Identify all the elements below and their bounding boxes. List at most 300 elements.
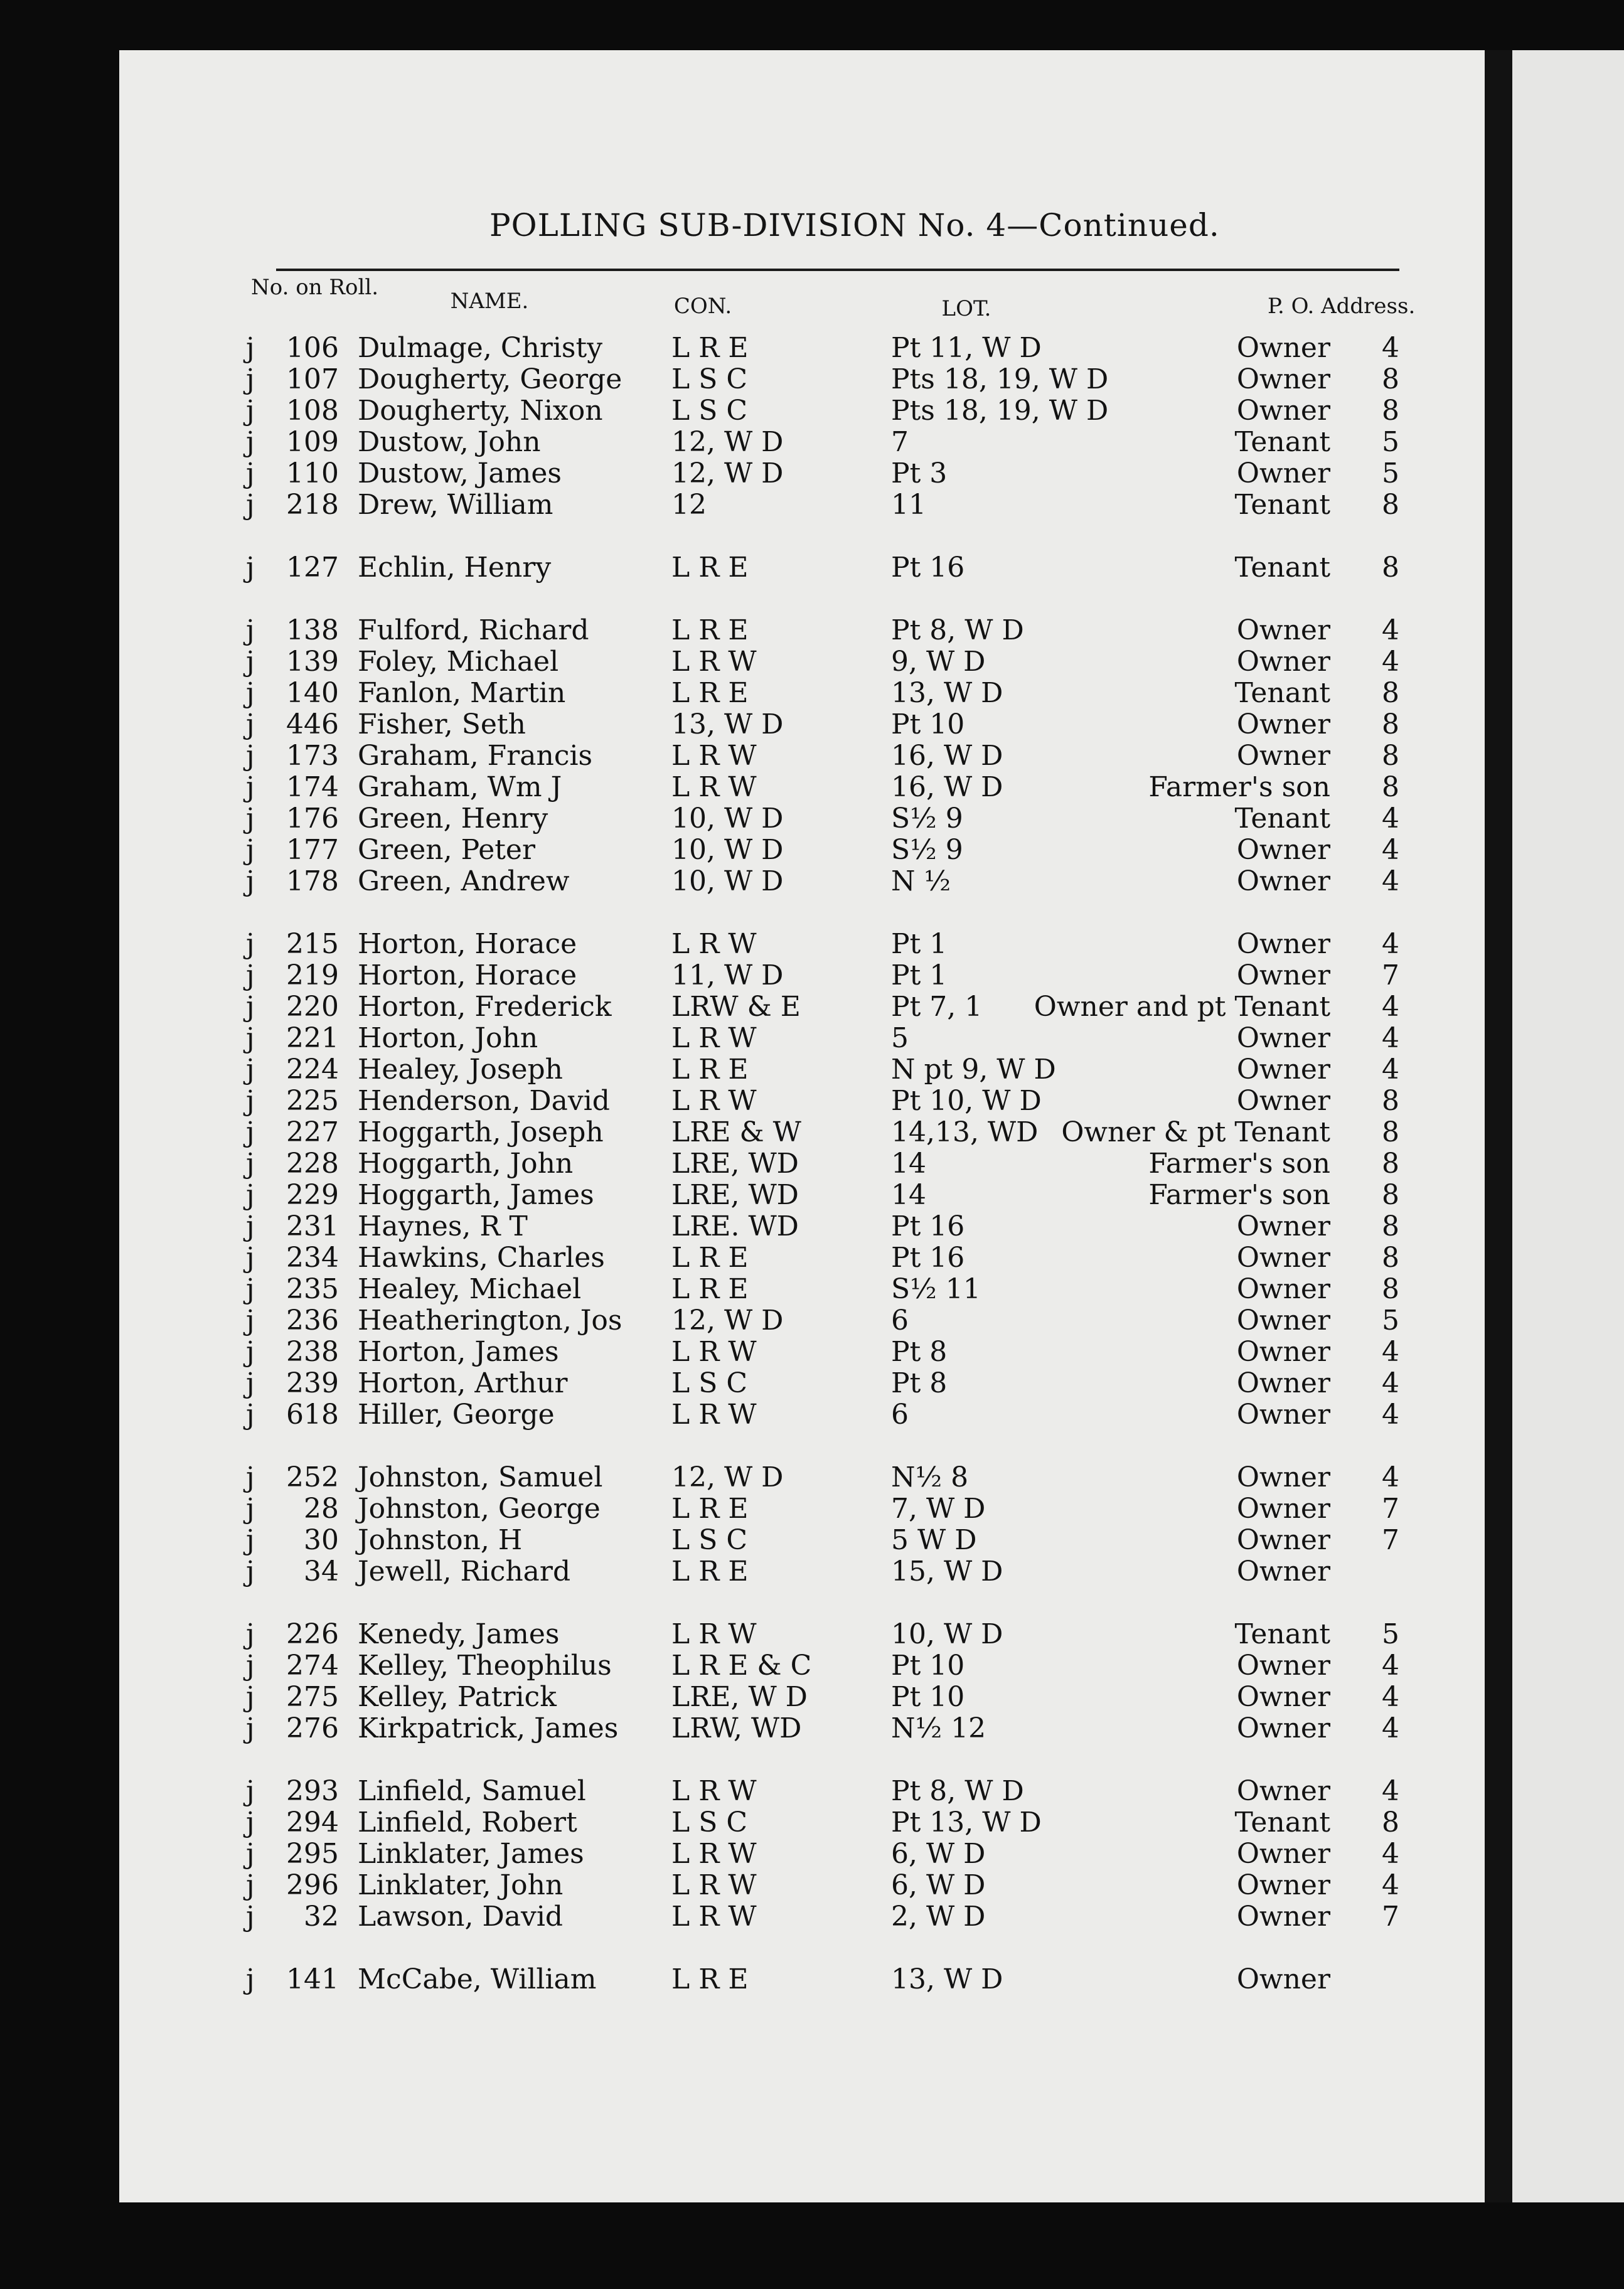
voter-name: Horton, John xyxy=(358,1022,538,1054)
roll-number: 215 xyxy=(286,928,339,960)
lot: 13, W D xyxy=(891,677,1003,709)
po-address: 8 xyxy=(1382,1116,1399,1148)
page-title: POLLING SUB-DIVISION No. 4—Continued. xyxy=(489,207,1220,243)
concession: LRW & E xyxy=(671,991,801,1023)
voter-name: Horton, Horace xyxy=(358,959,577,991)
status: Owner xyxy=(1236,1838,1330,1870)
row-prefix: j xyxy=(246,614,255,646)
table-row xyxy=(0,803,1443,835)
lot: Pt 11, W D xyxy=(891,332,1042,364)
voter-name: Johnston, Samuel xyxy=(358,1461,603,1493)
table-row xyxy=(0,489,1443,521)
lot: Pt 8, W D xyxy=(891,1775,1024,1807)
voter-name: Kirkpatrick, James xyxy=(358,1712,619,1744)
lot: Pt 7, 1 xyxy=(891,991,983,1023)
row-prefix: j xyxy=(246,1712,255,1744)
row-prefix: j xyxy=(246,1806,255,1838)
status: Owner xyxy=(1236,363,1330,395)
concession: L R W xyxy=(671,771,757,803)
row-prefix: j xyxy=(246,1242,255,1274)
voter-name: Kelley, Theophilus xyxy=(358,1650,612,1682)
status: Farmer's son xyxy=(1148,1179,1330,1211)
status: Owner xyxy=(1236,646,1330,678)
voter-name: Green, Peter xyxy=(358,834,535,866)
lot: 15, W D xyxy=(891,1555,1003,1587)
status: Owner xyxy=(1236,740,1330,772)
row-prefix: j xyxy=(246,1838,255,1870)
status: Owner xyxy=(1236,1650,1330,1682)
table-row xyxy=(0,1776,1443,1807)
table-row xyxy=(0,458,1443,489)
table-row xyxy=(0,1086,1443,1117)
po-address: 8 xyxy=(1382,771,1399,803)
po-address: 8 xyxy=(1382,1085,1399,1117)
row-prefix: j xyxy=(246,771,255,803)
lot: N pt 9, W D xyxy=(891,1054,1056,1086)
lot: Pt 16 xyxy=(891,1242,965,1274)
roll-number: 174 xyxy=(286,771,339,803)
status: Owner xyxy=(1236,1775,1330,1807)
header-no-on-roll: No. on Roll. xyxy=(251,275,379,300)
concession: L S C xyxy=(671,1367,747,1399)
concession: L S C xyxy=(671,363,747,395)
concession: LRE. WD xyxy=(671,1210,799,1242)
table-row xyxy=(0,1838,1443,1870)
roll-number: 224 xyxy=(286,1054,339,1086)
table-row xyxy=(0,1399,1443,1431)
row-prefix: j xyxy=(246,991,255,1023)
status: Owner xyxy=(1236,1555,1330,1587)
po-address: 4 xyxy=(1382,1367,1399,1399)
concession: L R W xyxy=(671,646,757,678)
table-row xyxy=(0,1148,1443,1180)
table-row xyxy=(0,709,1443,740)
row-prefix: j xyxy=(246,677,255,709)
lot: Pts 18, 19, W D xyxy=(891,395,1109,427)
roll-number: 140 xyxy=(286,677,339,709)
lot: N½ 12 xyxy=(891,1712,986,1744)
voter-name: Healey, Joseph xyxy=(358,1054,563,1086)
lot: Pt 10 xyxy=(891,708,965,740)
row-prefix: j xyxy=(246,865,255,897)
lot: S½ 9 xyxy=(891,834,963,866)
voter-name: Hiller, George xyxy=(358,1399,555,1431)
concession: L R W xyxy=(671,1901,757,1933)
po-address: 4 xyxy=(1382,332,1399,364)
roll-number: 227 xyxy=(286,1116,339,1148)
voter-name: McCabe, William xyxy=(358,1963,597,1995)
status: Owner xyxy=(1236,1461,1330,1493)
po-address: 4 xyxy=(1382,1869,1399,1901)
status: Owner xyxy=(1236,865,1330,897)
table-row xyxy=(0,1211,1443,1242)
concession: L R E xyxy=(671,1242,749,1274)
roll-number: 236 xyxy=(286,1305,339,1337)
concession: 10, W D xyxy=(671,803,784,835)
lot: 14 xyxy=(891,1179,926,1211)
roll-number: 178 xyxy=(286,865,339,897)
table-row xyxy=(0,1337,1443,1368)
table-row xyxy=(0,1117,1443,1148)
table-row xyxy=(0,1682,1443,1713)
roll-number: 108 xyxy=(286,395,339,427)
concession: L R E xyxy=(671,332,749,364)
header-name: NAME. xyxy=(450,289,529,314)
concession: L R W xyxy=(671,1399,757,1431)
voter-name: Hawkins, Charles xyxy=(358,1242,605,1274)
status: Owner xyxy=(1236,1273,1330,1305)
row-prefix: j xyxy=(246,1116,255,1148)
status: Owner xyxy=(1236,1399,1330,1431)
lot: N½ 8 xyxy=(891,1461,969,1493)
roll-number: 234 xyxy=(286,1242,339,1274)
po-address: 8 xyxy=(1382,489,1399,521)
concession: L R E xyxy=(671,1555,749,1587)
concession: L R W xyxy=(671,740,757,772)
concession: 12, W D xyxy=(671,426,784,458)
po-address: 4 xyxy=(1382,1838,1399,1870)
concession: L R W xyxy=(671,1336,757,1368)
concession: 10, W D xyxy=(671,834,784,866)
lot: Pt 8, W D xyxy=(891,614,1024,646)
status: Owner xyxy=(1236,1869,1330,1901)
table-row xyxy=(0,1242,1443,1274)
lot: S½ 11 xyxy=(891,1273,981,1305)
status: Owner xyxy=(1236,1305,1330,1337)
table-row xyxy=(0,678,1443,709)
table-row xyxy=(0,1368,1443,1399)
row-prefix: j xyxy=(246,1461,255,1493)
po-address: 4 xyxy=(1382,1681,1399,1713)
po-address: 4 xyxy=(1382,991,1399,1023)
voter-name: Lawson, David xyxy=(358,1901,564,1933)
table-row xyxy=(0,552,1443,584)
lot: 7 xyxy=(891,426,909,458)
table-row xyxy=(0,395,1443,427)
roll-number: 138 xyxy=(286,614,339,646)
lot: 10, W D xyxy=(891,1618,1003,1650)
concession: L S C xyxy=(671,395,747,427)
po-address: 4 xyxy=(1382,928,1399,960)
voter-name: Green, Andrew xyxy=(358,865,570,897)
table-row xyxy=(0,1650,1443,1682)
row-prefix: j xyxy=(246,552,255,584)
voter-name: Fanlon, Martin xyxy=(358,677,566,709)
table-row xyxy=(0,866,1443,897)
status: Owner xyxy=(1236,1681,1330,1713)
table-row xyxy=(0,1054,1443,1086)
table-row xyxy=(0,1023,1443,1054)
voter-name: Jewell, Richard xyxy=(358,1555,571,1587)
status: Owner xyxy=(1236,708,1330,740)
lot: 9, W D xyxy=(891,646,986,678)
row-prefix: j xyxy=(246,1022,255,1054)
concession: LRE, W D xyxy=(671,1681,808,1713)
voter-name: Echlin, Henry xyxy=(358,552,552,584)
po-address: 4 xyxy=(1382,1054,1399,1086)
lot: 16, W D xyxy=(891,740,1003,772)
lot: 14,13, WD xyxy=(891,1116,1039,1148)
concession: L R E xyxy=(671,1273,749,1305)
voter-name: Green, Henry xyxy=(358,803,548,835)
concession: L R W xyxy=(671,1869,757,1901)
lot: Pt 3 xyxy=(891,457,948,489)
table-row xyxy=(0,1493,1443,1525)
concession: L R W xyxy=(671,928,757,960)
voter-name: Heatherington, Jos xyxy=(358,1305,622,1337)
status: Owner xyxy=(1236,1901,1330,1933)
row-prefix: j xyxy=(246,426,255,458)
po-address: 4 xyxy=(1382,1712,1399,1744)
voter-name: Johnston, George xyxy=(358,1493,601,1525)
status: Owner xyxy=(1236,1524,1330,1556)
lot: Pt 13, W D xyxy=(891,1806,1042,1838)
po-address: 7 xyxy=(1382,1901,1399,1933)
status: Owner xyxy=(1236,1336,1330,1368)
po-address: 4 xyxy=(1382,1399,1399,1431)
concession: LRE, WD xyxy=(671,1148,799,1180)
roll-number: 239 xyxy=(286,1367,339,1399)
lot: Pt 16 xyxy=(891,552,965,584)
row-prefix: j xyxy=(246,332,255,364)
concession: L R W xyxy=(671,1775,757,1807)
status: Owner xyxy=(1236,1085,1330,1117)
voter-name: Fisher, Seth xyxy=(358,708,526,740)
table-row xyxy=(0,427,1443,458)
table-row xyxy=(0,1305,1443,1337)
status: Tenant xyxy=(1234,489,1330,521)
po-address: 5 xyxy=(1382,457,1399,489)
roll-number: 276 xyxy=(286,1712,339,1744)
status: Owner xyxy=(1236,1712,1330,1744)
table-row xyxy=(0,740,1443,772)
roll-number: 225 xyxy=(286,1085,339,1117)
roll-number: 139 xyxy=(286,646,339,678)
po-address: 8 xyxy=(1382,1148,1399,1180)
table-row xyxy=(0,1807,1443,1838)
adjacent-page-edge xyxy=(1512,50,1624,2202)
po-address: 8 xyxy=(1382,1273,1399,1305)
po-address: 7 xyxy=(1382,1524,1399,1556)
po-address: 8 xyxy=(1382,677,1399,709)
row-prefix: j xyxy=(246,1869,255,1901)
concession: 13, W D xyxy=(671,708,784,740)
voter-name: Kenedy, James xyxy=(358,1618,560,1650)
roll-number: 293 xyxy=(286,1775,339,1807)
row-prefix: j xyxy=(246,1963,255,1995)
concession: L R W xyxy=(671,1022,757,1054)
status: Owner xyxy=(1236,1963,1330,1995)
voter-name: Hoggarth, Joseph xyxy=(358,1116,604,1148)
row-prefix: j xyxy=(246,1210,255,1242)
status: Owner xyxy=(1236,395,1330,427)
roll-number: 30 xyxy=(304,1524,339,1556)
table-row xyxy=(0,1556,1443,1587)
concession: L R E xyxy=(671,677,749,709)
lot: Pt 10 xyxy=(891,1650,965,1682)
roll-number: 296 xyxy=(286,1869,339,1901)
po-address: 5 xyxy=(1382,426,1399,458)
concession: L R W xyxy=(671,1618,757,1650)
lot: 5 xyxy=(891,1022,909,1054)
voter-name: Haynes, R T xyxy=(358,1210,528,1242)
voter-name: Horton, Arthur xyxy=(358,1367,568,1399)
row-prefix: j xyxy=(246,1336,255,1368)
table-row xyxy=(0,1180,1443,1211)
roll-number: 110 xyxy=(286,457,339,489)
roll-number: 220 xyxy=(286,991,339,1023)
roll-number: 127 xyxy=(286,552,339,584)
roll-number: 274 xyxy=(286,1650,339,1682)
voter-name: Johnston, H xyxy=(358,1524,523,1556)
row-prefix: j xyxy=(246,1367,255,1399)
po-address: 7 xyxy=(1382,959,1399,991)
concession: LRW, WD xyxy=(671,1712,802,1744)
po-address: 4 xyxy=(1382,1022,1399,1054)
roll-number: 32 xyxy=(304,1901,339,1933)
status: Farmer's son xyxy=(1148,1148,1330,1180)
table-row xyxy=(0,960,1443,991)
table-row xyxy=(0,1274,1443,1305)
status: Owner xyxy=(1236,959,1330,991)
po-address: 4 xyxy=(1382,646,1399,678)
roll-number: 173 xyxy=(286,740,339,772)
concession: 12, W D xyxy=(671,1461,784,1493)
voter-name: Linfield, Robert xyxy=(358,1806,577,1838)
roll-number: 176 xyxy=(286,803,339,835)
row-prefix: j xyxy=(246,1555,255,1587)
roll-number: 294 xyxy=(286,1806,339,1838)
concession: LRE & W xyxy=(671,1116,801,1148)
po-address: 5 xyxy=(1382,1618,1399,1650)
concession: L R W xyxy=(671,1838,757,1870)
roll-number: 141 xyxy=(286,1963,339,1995)
po-address: 8 xyxy=(1382,363,1399,395)
concession: L R W xyxy=(671,1085,757,1117)
po-address: 4 xyxy=(1382,1650,1399,1682)
lot: 6, W D xyxy=(891,1838,986,1870)
concession: L R E xyxy=(671,1054,749,1086)
concession: L R E & C xyxy=(671,1650,812,1682)
row-prefix: j xyxy=(246,363,255,395)
status: Owner xyxy=(1236,928,1330,960)
lot: 5 W D xyxy=(891,1524,977,1556)
voter-name: Linklater, John xyxy=(358,1869,564,1901)
concession: 12 xyxy=(671,489,707,521)
roll-number: 221 xyxy=(286,1022,339,1054)
table-row xyxy=(0,835,1443,866)
voter-name: Horton, James xyxy=(358,1336,559,1368)
row-prefix: j xyxy=(246,1148,255,1180)
concession: 12, W D xyxy=(671,1305,784,1337)
voter-name: Dougherty, Nixon xyxy=(358,395,603,427)
row-prefix: j xyxy=(246,395,255,427)
row-prefix: j xyxy=(246,740,255,772)
table-row xyxy=(0,615,1443,646)
roll-number: 106 xyxy=(286,332,339,364)
po-address: 4 xyxy=(1382,614,1399,646)
po-address: 4 xyxy=(1382,803,1399,835)
row-prefix: j xyxy=(246,1524,255,1556)
table-row xyxy=(0,1525,1443,1556)
title-rule xyxy=(276,269,1399,271)
concession: L R E xyxy=(671,1963,749,1995)
status: Tenant xyxy=(1234,677,1330,709)
table-row xyxy=(0,1964,1443,1995)
row-prefix: j xyxy=(246,803,255,835)
voter-name: Henderson, David xyxy=(358,1085,610,1117)
header-po-address: P. O. Address. xyxy=(1268,294,1416,319)
lot: Pt 1 xyxy=(891,959,948,991)
voter-name: Dulmage, Christy xyxy=(358,332,603,364)
row-prefix: j xyxy=(246,1399,255,1431)
status: Owner & pt Tenant xyxy=(1061,1116,1330,1148)
status: Owner xyxy=(1236,332,1330,364)
concession: L R E xyxy=(671,614,749,646)
po-address: 8 xyxy=(1382,740,1399,772)
po-address: 5 xyxy=(1382,1305,1399,1337)
lot: Pt 8 xyxy=(891,1367,948,1399)
status: Tenant xyxy=(1234,552,1330,584)
lot: Pt 1 xyxy=(891,928,948,960)
status: Owner and pt Tenant xyxy=(1034,991,1330,1023)
roll-number: 235 xyxy=(286,1273,339,1305)
table-row xyxy=(0,364,1443,395)
row-prefix: j xyxy=(246,708,255,740)
roll-number: 238 xyxy=(286,1336,339,1368)
concession: L S C xyxy=(671,1806,747,1838)
lot: 6, W D xyxy=(891,1869,986,1901)
row-prefix: j xyxy=(246,1775,255,1807)
table-row xyxy=(0,991,1443,1023)
po-address: 8 xyxy=(1382,395,1399,427)
roll-number: 446 xyxy=(286,708,339,740)
voter-name: Hoggarth, James xyxy=(358,1179,594,1211)
concession: L R E xyxy=(671,1493,749,1525)
po-address: 8 xyxy=(1382,1242,1399,1274)
lot: 14 xyxy=(891,1148,926,1180)
concession: 12, W D xyxy=(671,457,784,489)
voter-name: Graham, Francis xyxy=(358,740,593,772)
row-prefix: j xyxy=(246,1901,255,1933)
status: Owner xyxy=(1236,614,1330,646)
header-con: CON. xyxy=(673,294,732,319)
po-address: 8 xyxy=(1382,1806,1399,1838)
lot: 6 xyxy=(891,1399,909,1431)
roll-number: 28 xyxy=(304,1493,339,1525)
row-prefix: j xyxy=(246,1618,255,1650)
roll-number: 226 xyxy=(286,1618,339,1650)
concession: L R E xyxy=(671,552,749,584)
lot: Pt 10 xyxy=(891,1681,965,1713)
page-gutter xyxy=(1485,50,1512,2202)
roll-number: 218 xyxy=(286,489,339,521)
table-row xyxy=(0,1713,1443,1744)
table-row xyxy=(0,1870,1443,1901)
roll-number: 618 xyxy=(286,1399,339,1431)
row-prefix: j xyxy=(246,1681,255,1713)
voter-name: Graham, Wm J xyxy=(358,771,562,803)
status: Owner xyxy=(1236,1022,1330,1054)
row-prefix: j xyxy=(246,457,255,489)
lot: 7, W D xyxy=(891,1493,986,1525)
table-row xyxy=(0,1462,1443,1493)
row-prefix: j xyxy=(246,1179,255,1211)
header-lot: LOT. xyxy=(941,296,991,321)
concession: 11, W D xyxy=(671,959,784,991)
lot: 2, W D xyxy=(891,1901,986,1933)
voter-name: Horton, Frederick xyxy=(358,991,612,1023)
